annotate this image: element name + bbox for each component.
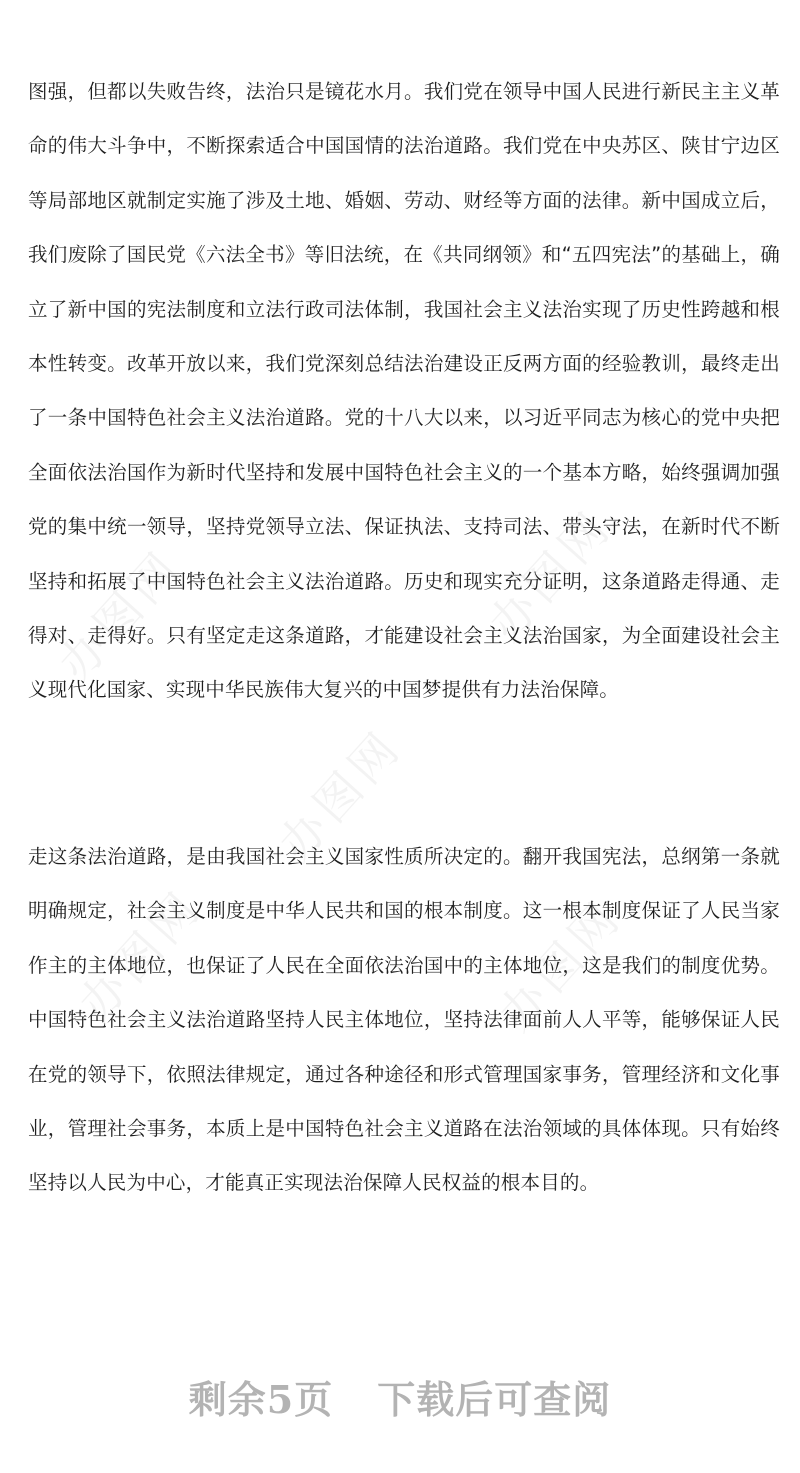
remaining-pages-label: 剩余5页 [188,1377,334,1422]
body-paragraph-2: 走这条法治道路，是由我国社会主义国家性质所决定的。翻开我国宪法，总纲第一条就明确规定，社会主义制度是中华人民共和国的根本制度。这一根本制度保证了人民当家作主的主体地位，也保证了人民在全面依法治国中的主体地位，这是我们的制度优势。中国特色社会主义法治道路坚持人民主体地位，坚持法律面前人人平等，能够保证人民在党的领导下，依照法律规定，通过各种途径和形式管理国家事务，管理经济和文化事业，管理社会事务，本质上是中国特色社会主义道路在法治领域的具体体现。只有始终坚持以人民为中心，才能真正实现法治保障人民权益的根本目的。 [28,845,780,1195]
watermark: 办图网 [487,888,633,1042]
watermark: 办图网 [67,878,213,1032]
download-hint-label: 下载后可查阅 [377,1377,612,1422]
body-paragraph-1: 图强，但都以失败告终，法治只是镜花水月。我们党在领导中国人民进行新民主主义革命的伟大斗争中，不断探索适合中国国情的法治道路。我们党在中央苏区、陕甘宁边区等局部地区就制定实施了涉及土地、婚姻、劳动、财经等方面的法律。新中国成立后，我们废除了国民党《六法全书》等旧法统，在《共同纲领》和“五四宪法”的基础上，确立了新中国的宪法制度和立法行政司法体制，我国社会主义法治实现了历史性跨越和根本性转变。改革开放以来，我们党深刻总结法治建设正反两方面的经验教训，最终走出了一条中国特色社会主义法治道路。党的十八大以来，以习近平同志为核心的党中央把全面依法治国作为新时代坚持和发展中国特色社会主义的一个基本方略，始终强调加强党的集中统一领导，坚持党领导立法、保证执法、支持司法、带头守法，在新时代不断坚持和拓展了中国特色社会主义法治道路。历史和现实充分证明，这条道路走得通、走得对、走得好。只有坚定走这条道路，才能建设社会主义法治国家，为全面建设社会主义现代化国家、实现中华民族伟大复兴的中国梦提供有力法治保障。 [28,80,780,702]
remaining-pages-notice[interactable] [0,1369,800,1424]
watermark: 办图网 [477,498,623,652]
watermark: 办图网 [267,718,413,872]
watermark: 办图网 [47,538,193,692]
